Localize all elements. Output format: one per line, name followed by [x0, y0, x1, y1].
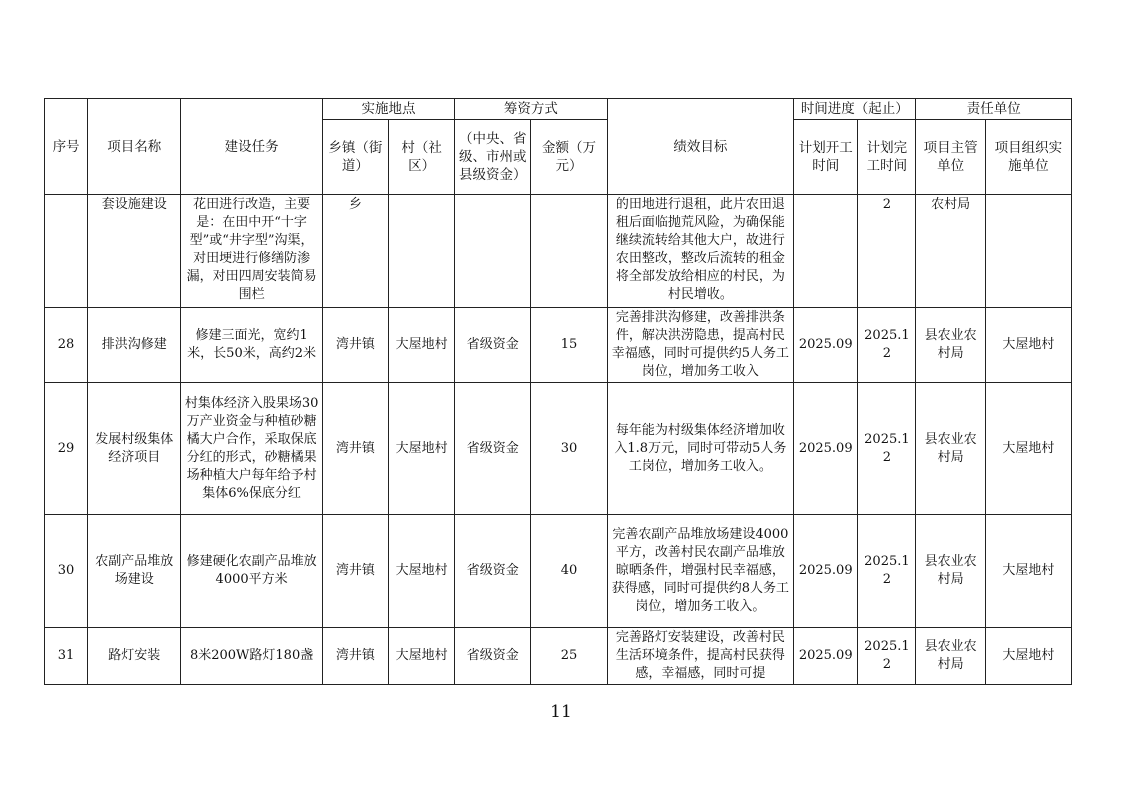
page-number: 11	[550, 702, 572, 722]
cell-task: 修建硬化农副产品堆放4000平方米	[181, 515, 322, 628]
cell-impl: 大屋地村	[985, 383, 1071, 515]
header-village: 村（社区）	[388, 120, 454, 195]
cell-start: 2025.09	[794, 628, 858, 685]
header-task: 建设任务	[181, 99, 322, 195]
header-location-group: 实施地点	[322, 99, 454, 120]
cell-dept: 县农业农村局	[916, 308, 985, 383]
cell-impl: 大屋地村	[985, 308, 1071, 383]
cell-seq: 30	[45, 515, 88, 628]
cell-dept: 县农业农村局	[916, 515, 985, 628]
cell-source: 省级资金	[455, 308, 531, 383]
cell-name: 发展村级集体经济项目	[88, 383, 181, 515]
cell-village	[388, 195, 454, 308]
cell-impl: 大屋地村	[985, 515, 1071, 628]
cell-amount	[531, 195, 607, 308]
cell-seq: 31	[45, 628, 88, 685]
cell-end: 2025.12	[858, 308, 916, 383]
table-row	[45, 628, 1072, 685]
project-table	[44, 98, 1072, 685]
table-row	[45, 308, 1072, 383]
cell-impl: 大屋地村	[985, 628, 1071, 685]
cell-town: 湾井镇	[322, 515, 388, 628]
cell-task: 村集体经济入股果场30万产业资金与种植砂糖橘大户合作，采取保底分红的形式，砂糖橘果场种植大户每年给予村集体6%保底分红	[181, 383, 322, 515]
header-schedule-group: 时间进度（起止）	[794, 99, 916, 120]
header-goal: 绩效目标	[607, 99, 794, 195]
cell-dept: 县农业农村局	[916, 628, 985, 685]
cell-source: 省级资金	[455, 515, 531, 628]
cell-source	[455, 195, 531, 308]
cell-town: 湾井镇	[322, 383, 388, 515]
cell-start	[794, 195, 858, 308]
cell-start: 2025.09	[794, 515, 858, 628]
header-end: 计划完工时间	[858, 120, 916, 195]
cell-name: 农副产品堆放场建设	[88, 515, 181, 628]
cell-town: 乡	[322, 195, 388, 308]
cell-seq: 28	[45, 308, 88, 383]
cell-amount: 15	[531, 308, 607, 383]
cell-dept: 农村局	[916, 195, 985, 308]
cell-name: 套设施建设	[88, 195, 181, 308]
cell-seq: 29	[45, 383, 88, 515]
header-dept: 项目主管单位	[916, 120, 985, 195]
cell-goal: 每年能为村级集体经济增加收入1.8万元，同时可带动5人务工岗位，增加务工收入。	[607, 383, 794, 515]
header-seq: 序号	[45, 99, 88, 195]
cell-seq	[45, 195, 88, 308]
cell-amount: 30	[531, 383, 607, 515]
cell-amount: 25	[531, 628, 607, 685]
cell-start: 2025.09	[794, 308, 858, 383]
table-row	[45, 195, 1072, 308]
header-impl: 项目组织实施单位	[985, 120, 1071, 195]
cell-town: 湾井镇	[322, 628, 388, 685]
cell-task: 修建三面光，宽约1米，长50米，高约2米	[181, 308, 322, 383]
cell-goal: 完善排洪沟修建，改善排洪条件，解决洪涝隐患，提高村民幸福感，同时可提供约5人务工岗位，增加务工收入	[607, 308, 794, 383]
header-source: （中央、省级、市州或县级资金）	[455, 120, 531, 195]
header-amount: 金额（万元）	[531, 120, 607, 195]
cell-town: 湾井镇	[322, 308, 388, 383]
cell-end: 2025.12	[858, 628, 916, 685]
cell-source: 省级资金	[455, 383, 531, 515]
cell-name: 排洪沟修建	[88, 308, 181, 383]
cell-end: 2025.12	[858, 515, 916, 628]
cell-start: 2025.09	[794, 383, 858, 515]
cell-village: 大屋地村	[388, 515, 454, 628]
cell-goal: 完善农副产品堆放场建设4000平方，改善村民农副产品堆放晾晒条件，增强村民幸福感，获得感，同时可提供约8人务工岗位，增加务工收入。	[607, 515, 794, 628]
cell-village: 大屋地村	[388, 383, 454, 515]
cell-source: 省级资金	[455, 628, 531, 685]
cell-name: 路灯安装	[88, 628, 181, 685]
header-responsibility-group: 责任单位	[916, 99, 1072, 120]
header-town: 乡镇（街道）	[322, 120, 388, 195]
cell-dept: 县农业农村局	[916, 383, 985, 515]
cell-task: 花田进行改造，主要是：在田中开“十字型”或“井字型”沟渠，对田埂进行修缮防渗漏，对田四周安装简易围栏	[181, 195, 322, 308]
cell-task: 8米200W路灯180盏	[181, 628, 322, 685]
cell-end: 2025.12	[858, 383, 916, 515]
cell-goal: 的田地进行退租，此片农田退租后面临抛荒风险，为确保能继续流转给其他大户，故进行农田整改，整改后流转的租金将全部发放给相应的村民，为村民增收。	[607, 195, 794, 308]
cell-impl	[985, 195, 1071, 308]
table-row	[45, 383, 1072, 515]
header-start: 计划开工时间	[794, 120, 858, 195]
cell-goal: 完善路灯安装建设，改善村民生活环境条件，提高村民获得感，幸福感，同时可提	[607, 628, 794, 685]
cell-village: 大屋地村	[388, 628, 454, 685]
cell-village: 大屋地村	[388, 308, 454, 383]
header-funding-group: 筹资方式	[455, 99, 607, 120]
cell-end: 2	[858, 195, 916, 308]
cell-amount: 40	[531, 515, 607, 628]
header-name: 项目名称	[88, 99, 181, 195]
table-row	[45, 515, 1072, 628]
